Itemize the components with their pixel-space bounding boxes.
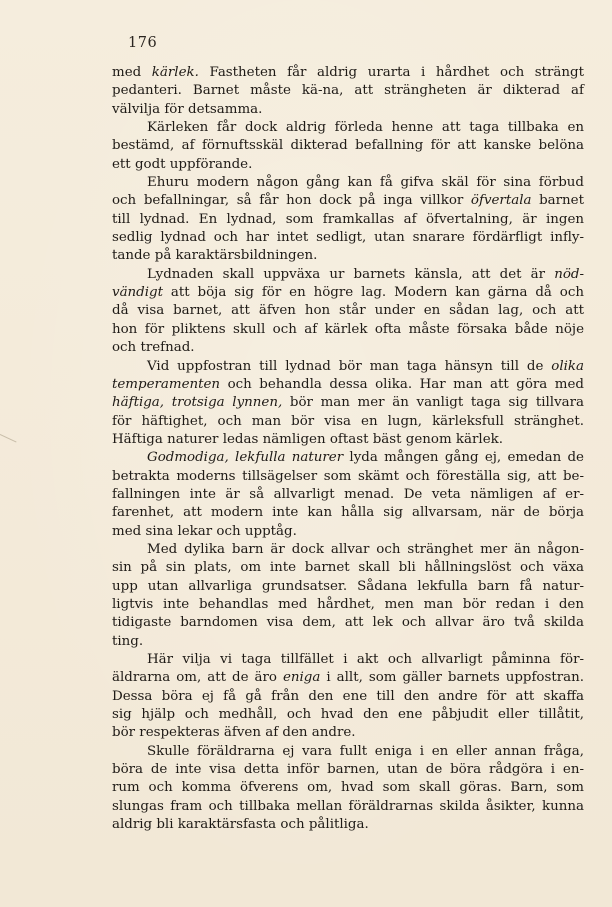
text-segment: att böja sig för en högre lag. Modern kan gärna då och	[162, 285, 584, 301]
text-segment: slungas fram och tillbaka mellan föräldrarnas skilda åsikter, kunna	[112, 798, 584, 814]
italic-text: eniga	[282, 670, 321, 686]
italic-text: öfvertala	[470, 193, 532, 209]
text-segment: sin på sin plats, om inte barnet skall bli hållningslöst och växa	[112, 560, 584, 576]
text-line	[112, 761, 584, 779]
text-line	[112, 101, 584, 119]
text-line	[112, 82, 584, 100]
text-segment: bör respekteras äfven af den andre.	[112, 725, 356, 741]
text-segment: hon för pliktens skull och af kärlek ofta måste försaka både nöje	[112, 321, 584, 337]
text-line	[112, 321, 584, 339]
text-segment: bör man mer än vanligt taga sig tillvara	[282, 395, 585, 411]
text-line	[112, 156, 584, 174]
text-line	[112, 339, 584, 357]
text-segment: ett godt uppförande.	[112, 156, 253, 172]
italic-text: häftiga, trotsiga lynnen,	[112, 395, 283, 411]
text-segment: då visa barnet, att äfven hon står under en sådan lag, och att	[112, 303, 584, 319]
text-line	[112, 578, 584, 596]
text-segment: och trefnad.	[112, 340, 195, 356]
text-segment: tande på karaktärsbildningen.	[112, 248, 318, 264]
text-segment: tidigaste barndomen visa dem, att lek och allvar äro två skilda	[112, 615, 584, 631]
italic-text: kärlek.	[151, 65, 199, 80]
text-line	[112, 688, 584, 706]
text-line	[112, 247, 584, 265]
italic-text: temperamenten	[112, 376, 221, 392]
text-line	[112, 504, 584, 522]
text-segment: i allt, som gäller barnets uppfostran.	[320, 670, 584, 686]
text-segment: och befallningar, så får hon dock på inga villkor	[112, 193, 471, 209]
text-segment: sedlig lydnad och har intet sedligt, utan snarare fördärfligt infly-	[112, 230, 584, 246]
text-line	[112, 358, 584, 376]
text-line	[112, 119, 584, 137]
text-line	[112, 743, 584, 761]
page-number: 176	[128, 35, 158, 51]
text-segment: upp utan allvarliga grundsatser. Sådana lekfulla barn få natur-	[112, 578, 584, 594]
text-segment: Vid uppfostran till lydnad bör man taga hänsyn till de	[147, 358, 552, 374]
text-line	[112, 376, 584, 394]
text-line	[112, 633, 584, 651]
text-segment: ting.	[112, 633, 144, 649]
text-line	[112, 669, 584, 687]
italic-text: nöd-	[554, 266, 584, 282]
text-line	[112, 706, 584, 724]
text-segment: till lydnad. En lydnad, som framkallas af öfvertalning, är ingen	[112, 211, 584, 227]
body-text	[112, 64, 584, 834]
page-edge-mark	[0, 434, 17, 443]
text-line	[112, 523, 584, 541]
text-segment: Med dylika barn är dock allvar och stränghet mer än någon-	[147, 541, 584, 557]
text-line	[112, 468, 584, 486]
text-line	[112, 266, 584, 284]
text-line	[112, 211, 584, 229]
text-segment: välvilja för detsamma.	[112, 101, 263, 117]
text-line	[112, 724, 584, 742]
text-line	[112, 486, 584, 504]
text-line	[112, 284, 584, 302]
text-segment: Häftiga naturer ledas nämligen oftast bäst genom kärlek.	[112, 431, 503, 447]
text-segment: Lydnaden skall uppväxa ur barnets känsla, att det är	[147, 266, 555, 282]
text-line	[112, 431, 584, 449]
text-segment: Här vilja vi taga tillfället i akt och allvarligt påminna för-	[147, 652, 584, 667]
text-segment: för häftighet, och man bör visa en lugn, kärleksfull stränghet.	[112, 413, 584, 429]
text-line	[112, 137, 584, 155]
text-segment: sig hjälp och medhåll, och hvad den ene påbjudit eller tillåtit,	[112, 707, 584, 723]
text-segment: äldrarna om, att de äro	[112, 670, 283, 686]
text-line	[112, 229, 584, 247]
text-line	[112, 192, 584, 210]
text-segment: rum och komma öfverens om, hvad som skall göras. Barn, som	[112, 780, 584, 796]
text-segment: betrakta moderns tillsägelser som skämt och föreställa sig, att be-	[112, 468, 584, 484]
text-segment: Skulle föräldrarna ej vara fullt eniga i en eller annan fråga,	[147, 743, 584, 759]
text-line	[112, 541, 584, 559]
text-segment: Kärleken får dock aldrig förleda henne att taga tillbaka en	[147, 120, 584, 136]
text-segment: Ehuru modern någon gång kan få gifva skäl för sina förbud	[147, 175, 584, 191]
text-segment: lyda mången gång ej, emedan de	[343, 450, 584, 466]
text-line	[112, 449, 584, 467]
text-line	[112, 559, 584, 577]
text-line	[112, 596, 584, 614]
text-segment: med	[112, 65, 152, 80]
text-line	[112, 798, 584, 816]
text-segment: farenhet, att modern inte kan hålla sig allvarsam, när de börja	[112, 505, 584, 521]
text-line	[112, 816, 584, 834]
text-segment: Dessa böra ej få gå från den ene till den andre för att skaffa	[112, 688, 584, 704]
text-line	[112, 174, 584, 192]
text-line	[112, 614, 584, 632]
text-segment: barnet	[531, 193, 584, 209]
text-line	[112, 651, 584, 669]
text-segment: Fastheten får aldrig urarta i hårdhet och strängt	[198, 65, 584, 80]
text-line	[112, 413, 584, 431]
text-line	[112, 394, 584, 412]
text-segment: och behandla dessa olika. Har man att göra med	[220, 376, 584, 392]
text-line	[112, 779, 584, 797]
italic-text: vändigt	[112, 285, 163, 301]
text-segment: böra de inte visa detta inför barnen, utan de böra rådgöra i en-	[112, 762, 584, 778]
text-line	[112, 302, 584, 320]
text-segment: bestämd, af förnuftsskäl dikterad befallning för att kanske belöna	[112, 138, 584, 154]
text-segment: fallningen inte är så allvarligt menad. De veta nämligen af er-	[112, 486, 584, 502]
text-segment: med sina lekar och upptåg.	[112, 523, 297, 539]
text-segment: aldrig bli karaktärsfasta och pålitliga.	[112, 817, 369, 833]
text-line	[112, 64, 584, 82]
text-segment: ligtvis inte behandlas med hårdhet, men man bör redan i den	[112, 596, 584, 612]
italic-text: olika	[551, 358, 584, 374]
italic-text: Godmodiga, lekfulla naturer	[147, 450, 344, 466]
text-segment: pedanteri. Barnet måste kä‑na, att strängheten är dikterad af	[112, 83, 584, 99]
